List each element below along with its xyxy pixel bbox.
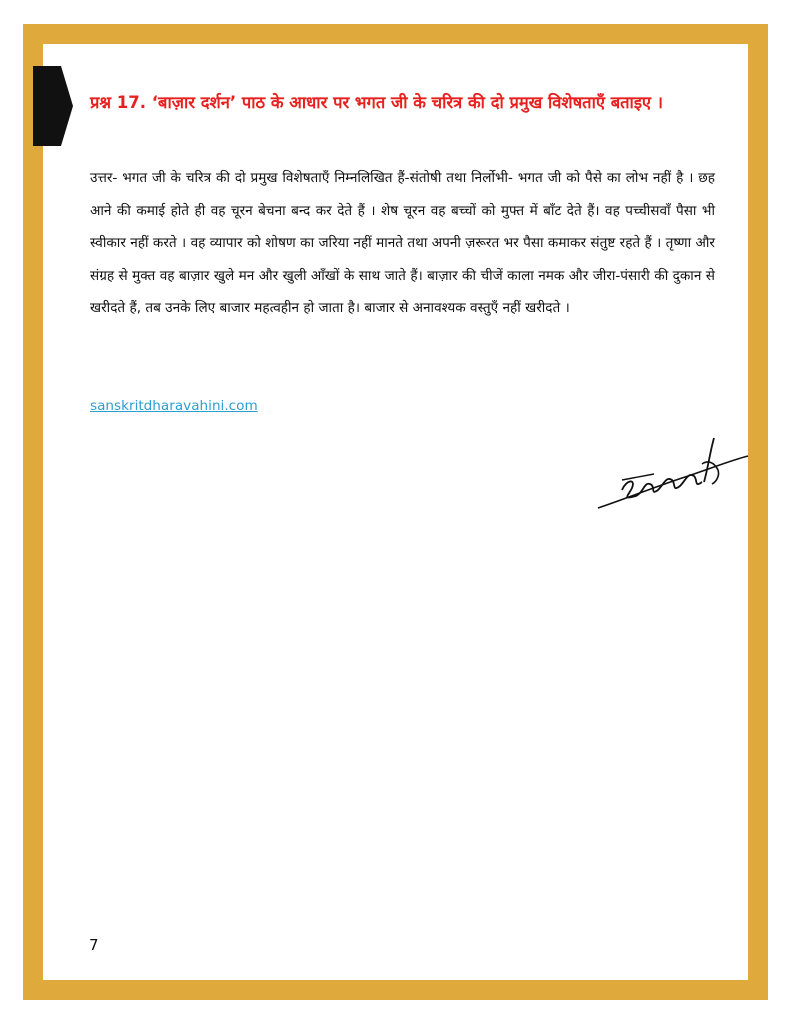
website-link[interactable]: sanskritdharavahini.com (90, 398, 258, 414)
question-heading: प्रश्न 17. ‘बाज़ार दर्शन’ पाठ के आधार पर भगत जी के चरित्र की दो प्रमुख विशेषताएँ बताइए । (90, 93, 664, 112)
answer-paragraph: उत्तर- भगत जी के चरित्र की दो प्रमुख विशेषताएँ निम्नलिखित हैं-संतोषी तथा निर्लोभी- भगत जी को पैसे का लोभ नहीं है । छह आने की कमाई होते ही वह चूरन बेचना बन्द कर देते हैं । शेष चूरन वह बच्चों को मुफ्त में बाँट देते हैं। वह पच्चीसवाँ पैसा भी स्वीकार नहीं करते । वह व्यापार को शोषण का जरिया नहीं मानते तथा अपनी ज़रूरत भर पैसा कमाकर संतुष्ट रहते हैं । तृष्णा और संग्रह से मुक्त वह बाज़ार खुले मन और खुली आँखों के साथ जाते हैं। बाज़ार की चीजें काला नमक और जीरा-पंसारी की दुकान से खरीदते हैं, तब उनके लिए बाजार महत्वहीन हो जाता है। बाजार से अनावश्यक वस्तुएँ नहीं खरीदते । (90, 170, 715, 316)
page-number: 7 (89, 936, 99, 954)
side-tab-icon (33, 66, 73, 146)
signature-icon (592, 430, 752, 515)
